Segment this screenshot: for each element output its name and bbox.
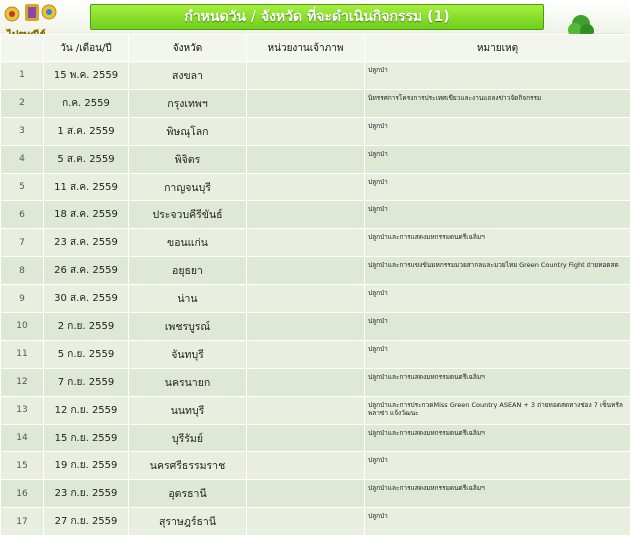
row-date: 30 ส.ค. 2559: [44, 285, 129, 313]
row-note: ปลูกป่า: [365, 313, 630, 341]
row-number: 4: [1, 145, 44, 173]
page-title-text: กำหนดวัน / จังหวัด ที่จะดำเนินกิจกรรม (1): [184, 6, 449, 28]
row-host: [247, 508, 365, 536]
row-host: [247, 340, 365, 368]
row-province: ขอนแก่น: [129, 229, 247, 257]
row-date: 2 ก.ย. 2559: [44, 313, 129, 341]
row-province: กาญจนบุรี: [129, 173, 247, 201]
table-body: [1, 62, 630, 536]
row-province: เพชรบูรณ์: [129, 313, 247, 341]
table-row: [1, 313, 630, 341]
row-note: ปลูกป่า: [365, 62, 630, 90]
row-number: 10: [1, 313, 44, 341]
table-row: [1, 173, 630, 201]
row-note: ปลูกป่า: [365, 340, 630, 368]
row-province: น่าน: [129, 285, 247, 313]
row-date: 1 ส.ค. 2559: [44, 117, 129, 145]
row-date: 27 ก.ย. 2559: [44, 508, 129, 536]
row-province: สงขลา: [129, 62, 247, 90]
row-host: [247, 117, 365, 145]
row-date: 26 ส.ค. 2559: [44, 257, 129, 285]
table-row: [1, 145, 630, 173]
row-number: 1: [1, 62, 44, 90]
row-number: 17: [1, 508, 44, 536]
table-row: [1, 424, 630, 452]
row-date: 5 ก.ย. 2559: [44, 340, 129, 368]
table-row: [1, 396, 630, 424]
row-note: ปลูกป่าและการประกวดMiss Green Country ASEAN + 3 ถ่ายทอดสดทางช่อง 7 เซ็นทรัลพลาซ่า แจ้งวัฒนะ: [365, 396, 630, 424]
row-province: นครศรีธรรมราช: [129, 452, 247, 480]
row-date: 19 ก.ย. 2559: [44, 452, 129, 480]
row-note: ปลูกป่า: [365, 452, 630, 480]
row-number: 7: [1, 229, 44, 257]
row-note: ปลูกป่า: [365, 145, 630, 173]
row-host: [247, 173, 365, 201]
row-date: 15 พ.ค. 2559: [44, 62, 129, 90]
row-date: 23 ก.ย. 2559: [44, 480, 129, 508]
table-row: [1, 62, 630, 90]
row-host: [247, 89, 365, 117]
row-number: 2: [1, 89, 44, 117]
row-host: [247, 62, 365, 90]
row-number: 13: [1, 396, 44, 424]
col-header-note: หมายเหตุ: [365, 35, 630, 62]
row-province: ประจวบคีรีขันธ์: [129, 201, 247, 229]
row-note: ปลูกป่า: [365, 173, 630, 201]
table-header-row: [1, 35, 630, 62]
page-title: [90, 4, 544, 30]
row-date: ก.ค. 2559: [44, 89, 129, 117]
row-number: 12: [1, 368, 44, 396]
table-row: [1, 201, 630, 229]
row-province: นนทบุรี: [129, 396, 247, 424]
row-province: อุดรธานี: [129, 480, 247, 508]
row-host: [247, 396, 365, 424]
row-note: ปลูกป่าและการแสดงมหกรรมดนตรีเฉลิมฯ: [365, 229, 630, 257]
table-row: [1, 480, 630, 508]
row-note: ปลูกป่าและการแสดงมหกรรมดนตรีเฉลิมฯ: [365, 368, 630, 396]
table-row: [1, 508, 630, 536]
row-date: 7 ก.ย. 2559: [44, 368, 129, 396]
row-host: [247, 480, 365, 508]
row-province: กรุงเทพฯ: [129, 89, 247, 117]
table-row: [1, 89, 630, 117]
row-note: นิทรรศการโครงการประเทศเขียวและงานแถลงข่าวจัดกิจกรรม: [365, 89, 630, 117]
row-host: [247, 313, 365, 341]
table-row: [1, 368, 630, 396]
row-date: 18 ส.ค. 2559: [44, 201, 129, 229]
row-number: 8: [1, 257, 44, 285]
row-note: ปลูกป่าและการแสดงมหกรรมดนตรีเฉลิมฯ: [365, 424, 630, 452]
row-host: [247, 424, 365, 452]
row-province: จันทบุรี: [129, 340, 247, 368]
row-date: 11 ส.ค. 2559: [44, 173, 129, 201]
row-province: พิษณุโลก: [129, 117, 247, 145]
row-host: [247, 285, 365, 313]
row-number: 14: [1, 424, 44, 452]
row-host: [247, 229, 365, 257]
row-province: นครนายก: [129, 368, 247, 396]
row-host: [247, 201, 365, 229]
activity-schedule-table: [0, 34, 630, 473]
col-header-date: วัน /เดือน/ปี: [44, 35, 129, 62]
table-row: [1, 257, 630, 285]
row-date: 15 ก.ย. 2559: [44, 424, 129, 452]
row-province: บุรีรัมย์: [129, 424, 247, 452]
table-row: [1, 340, 630, 368]
row-number: 9: [1, 285, 44, 313]
row-note: ปลูกป่า: [365, 508, 630, 536]
row-note: ปลูกป่าและการแสดงมหกรรมดนตรีเฉลิมฯ: [365, 480, 630, 508]
col-header-no: [1, 35, 44, 62]
row-province: อยุธยา: [129, 257, 247, 285]
row-date: 5 ส.ค. 2559: [44, 145, 129, 173]
row-date: 12 ก.ย. 2559: [44, 396, 129, 424]
row-number: 3: [1, 117, 44, 145]
row-number: 6: [1, 201, 44, 229]
row-number: 5: [1, 173, 44, 201]
row-host: [247, 368, 365, 396]
table-row: [1, 229, 630, 257]
row-note: ปลูกป่า: [365, 117, 630, 145]
row-number: 11: [1, 340, 44, 368]
row-date: 23 ส.ค. 2559: [44, 229, 129, 257]
col-header-host: หน่วยงานเจ้าภาพ: [247, 35, 365, 62]
table-row: [1, 452, 630, 480]
row-province: สุราษฎร์ธานี: [129, 508, 247, 536]
row-note: ปลูกป่าและการแข่งขันมหกรรมมวยสากลและมวยไทย Green Country Fight ถ่ายทอดสด: [365, 257, 630, 285]
row-host: [247, 452, 365, 480]
row-number: 15: [1, 452, 44, 480]
table-row: [1, 285, 630, 313]
row-note: ปลูกป่า: [365, 201, 630, 229]
row-note: ปลูกป่า: [365, 285, 630, 313]
row-host: [247, 257, 365, 285]
row-province: พิจิตร: [129, 145, 247, 173]
col-header-province: จังหวัด: [129, 35, 247, 62]
table-row: [1, 117, 630, 145]
row-number: 16: [1, 480, 44, 508]
row-host: [247, 145, 365, 173]
